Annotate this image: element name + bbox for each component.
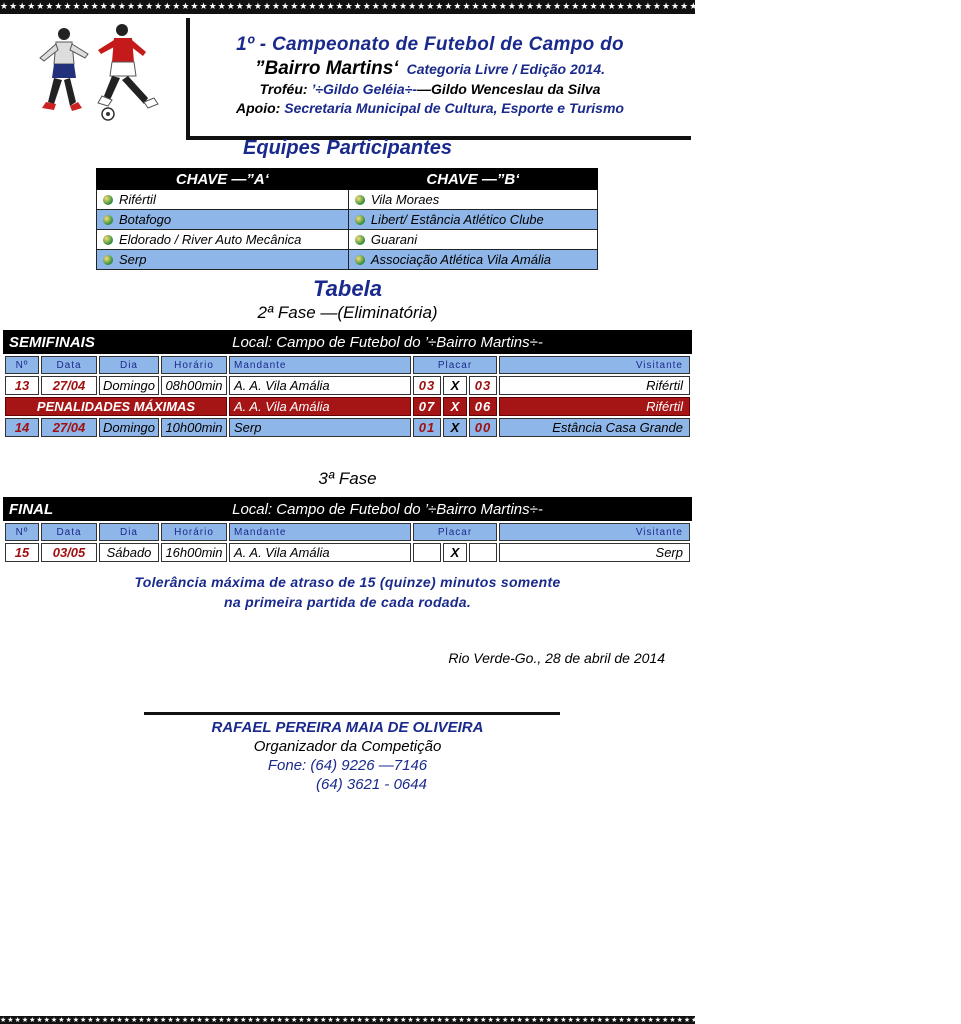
soccer-ball-icon [103, 215, 113, 225]
table-row [97, 190, 598, 210]
table-row [5, 418, 690, 437]
game-day: Sábado [99, 543, 159, 562]
championship-subtitle [190, 58, 670, 80]
away-team: Serp [499, 543, 690, 562]
tolerance-line-1: Tolerância máxima de atraso de 15 (quinze) minutos somente [134, 574, 561, 590]
table-row [5, 543, 690, 562]
home-score: 03 [413, 376, 441, 395]
soccer-ball-icon [103, 235, 113, 245]
game-number: 15 [5, 543, 39, 562]
schedule-title: Tabela [313, 276, 382, 301]
away-team: Rifértil [499, 397, 690, 416]
team-name: Guarani [370, 232, 418, 247]
trophy-line [190, 81, 670, 97]
organizer-name: RAFAEL PEREIRA MAIA DE OLIVEIRA [211, 719, 484, 736]
soccer-ball-icon [355, 255, 365, 265]
col-time: Horário [161, 356, 227, 374]
col-home: Mandante [229, 523, 411, 541]
col-num: Nº [5, 523, 39, 541]
teams-title: Equipes Participantes [243, 137, 452, 159]
col-away: Visitante [499, 356, 690, 374]
team-cell [348, 250, 597, 270]
table-row [5, 397, 690, 416]
away-score: 00 [469, 418, 497, 437]
final-section [3, 497, 692, 564]
score-separator: X [443, 397, 467, 416]
column-header-row [5, 356, 690, 374]
signature-block [0, 718, 695, 794]
col-num: Nº [5, 356, 39, 374]
semifinals-label: SEMIFINAIS [9, 334, 95, 351]
football-players-icon [18, 18, 178, 123]
soccer-ball-icon [355, 195, 365, 205]
col-score: Placar [413, 523, 497, 541]
group-b-header: CHAVE —”B‘ [348, 169, 597, 190]
tolerance-line-2: na primeira partida de cada rodada. [223, 594, 472, 610]
col-day: Dia [99, 523, 159, 541]
final-venue: Local: Campo de Futebol do ’÷Bairro Martins÷‑ [232, 501, 543, 518]
home-score: 01 [413, 418, 441, 437]
soccer-ball-icon [355, 235, 365, 245]
team-name: Associação Atlética Vila Amália [370, 252, 551, 267]
final-table [3, 521, 692, 564]
game-number: 14 [5, 418, 39, 437]
team-name: Eldorado / River Auto Mecânica [119, 232, 302, 247]
table-row [97, 230, 598, 250]
game-date: 03/05 [41, 543, 97, 562]
soccer-ball-icon [103, 195, 113, 205]
game-day: Domingo [99, 376, 159, 395]
semifinals-section [3, 330, 692, 439]
phone-2: (64) 3621 - 0644 [316, 776, 427, 793]
soccer-ball-icon [355, 215, 365, 225]
game-date: 27/04 [41, 418, 97, 437]
col-away: Visitante [499, 523, 690, 541]
phone-1: Fone: (64) 9226 —7146 [267, 757, 428, 774]
away-score: 06 [469, 397, 497, 416]
category-edition: Categoria Livre / Edição 2014. [406, 61, 605, 77]
game-day: Domingo [99, 418, 159, 437]
table-row [5, 376, 690, 395]
team-cell [97, 210, 349, 230]
col-date: Data [41, 523, 97, 541]
support-line [190, 100, 670, 116]
team-name: Serp [119, 252, 147, 267]
score-separator: X [443, 543, 467, 562]
away-team: Rifértil [499, 376, 690, 395]
signature-line [144, 712, 560, 715]
col-time: Horário [161, 523, 227, 541]
championship-title: 1º - Campeonato de Futebol de Campo do [236, 34, 624, 55]
penalties-label: PENALIDADES MÁXIMAS [5, 397, 227, 416]
soccer-ball-icon [103, 255, 113, 265]
phase-2-title: 2ª Fase —(Eliminatória) [257, 303, 438, 322]
semifinals-header [3, 330, 692, 354]
game-time: 16h00min [161, 543, 227, 562]
semifinals-table [3, 354, 692, 439]
semifinals-venue: Local: Campo de Futebol do ’÷Bairro Martins÷‑ [232, 334, 543, 351]
place-date: Rio Verde-Go., 28 de abril de 2014 [448, 650, 665, 666]
home-team: A. A. Vila Amália [229, 543, 411, 562]
bottom-star-border: ★★★★★★★★★★★★★★★★★★★★★★★★★★★★★★★★★★★★★★★★★★★★★★★★★★★★★★★★★★★★★★★★★★★★★★★★★★★★★★★★★★★★★★★★★★★★★★★★★★★★★★★★★★★★★★★★★★★★★★★★★★★★★★★★★ [0, 1016, 939, 1024]
team-name: Botafogo [119, 212, 172, 227]
home-score [413, 543, 441, 562]
support-name: Secretaria Municipal de Cultura, Esporte e Turismo [284, 100, 624, 116]
away-score [469, 543, 497, 562]
team-name: Vila Moraes [370, 192, 440, 207]
home-team: A. A. Vila Amália [229, 376, 411, 395]
team-name: Libert/ Estância Atlético Clube [370, 212, 544, 227]
away-score: 03 [469, 376, 497, 395]
away-team: Estância Casa Grande [499, 418, 690, 437]
game-time: 08h00min [161, 376, 227, 395]
support-label: Apoio: [236, 100, 285, 116]
final-header [3, 497, 692, 521]
groups-table [96, 168, 598, 270]
table-row [97, 250, 598, 270]
header [0, 14, 695, 128]
team-cell [97, 230, 349, 250]
final-label: FINAL [9, 501, 54, 518]
home-score: 07 [413, 397, 441, 416]
home-team: Serp [229, 418, 411, 437]
team-cell [97, 190, 349, 210]
phase-3-title: 3ª Fase [318, 469, 377, 488]
group-a-header: CHAVE —”A‘ [97, 169, 349, 190]
col-date: Data [41, 356, 97, 374]
game-date: 27/04 [41, 376, 97, 395]
game-time: 10h00min [161, 418, 227, 437]
trophy-fullname: —Gildo Wenceslau da Silva [417, 81, 601, 97]
top-star-border: ★★★★★★★★★★★★★★★★★★★★★★★★★★★★★★★★★★★★★★★★★★★★★★★★★★★★★★★★★★★★★★★★★★★★★★★★★★★★★★★★★★★★★★★★★★★★★★★★★★★★★★★★★★ [0, 2, 961, 12]
team-name: Rifértil [119, 192, 156, 207]
tolerance-note [0, 572, 695, 612]
col-score: Placar [413, 356, 497, 374]
team-cell [348, 210, 597, 230]
groups-header-row [97, 169, 598, 190]
col-day: Dia [99, 356, 159, 374]
trophy-nickname: ’÷Gildo Geléia÷‑ [311, 81, 418, 97]
column-header-row [5, 523, 690, 541]
score-separator: X [443, 418, 467, 437]
team-cell [97, 250, 349, 270]
score-separator: X [443, 376, 467, 395]
team-cell [348, 230, 597, 250]
col-home: Mandante [229, 356, 411, 374]
organizer-role: Organizador da Competição [253, 738, 442, 755]
table-row [97, 210, 598, 230]
home-team: A. A. Vila Amália [229, 397, 411, 416]
team-cell [348, 190, 597, 210]
trophy-label: Troféu: [259, 81, 312, 97]
bairro-name: ”Bairro Martins‘ [254, 58, 399, 79]
game-number: 13 [5, 376, 39, 395]
